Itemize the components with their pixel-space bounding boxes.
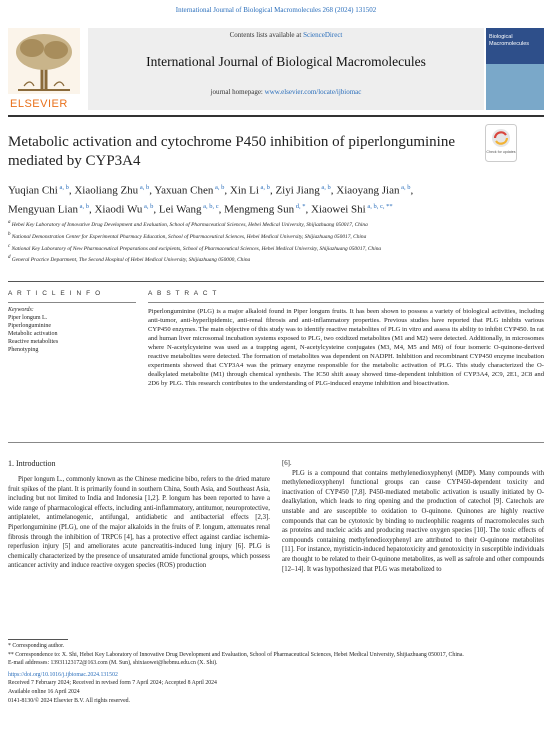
author-affiliation-marker[interactable]: a, b xyxy=(57,184,69,191)
author-name[interactable]: Xiaoliang Zhu xyxy=(74,184,139,197)
intro-paragraph-1: Piper longum L., commonly known as the Chinese medicine bibo, refers to the dried mature fruit spikes of the plant. It is primarily found in southern China, South Asia, and Southeast Asia, including but not limited to India and Indonesia [1,2]. P. longum has been reported to have a wide range of pharmacological effects, including anti-inflammatory, antitumor, neuroprotective, antiplatelet, antimelanogenic, antifungal, antidiabetic and antibacterial effects [2,3]. Piperlonguminine (PLG), one of the major alkaloids in the fruits of P. longum, attenuates renal fibrosis through the inhibition of TRPC6 [4], has a protective effect against cardiac ischemia-reperfusion injury [5] and ameliorates acute pancreatitis-induced lung injury [6]. PLG is chemically characterized by the presence of unsaturated amide functional groups, which possess anticancer activity and induce reactive oxygen species (ROS) production xyxy=(8,476,270,570)
affiliation-item xyxy=(8,230,538,242)
intro-continuation: [6]. xyxy=(282,460,292,467)
abstract-heading: A B S T R A C T xyxy=(148,290,218,297)
affiliation-divider xyxy=(8,281,544,282)
affiliations xyxy=(8,218,538,265)
footnote-emails[interactable]: E-mail addresses: 13931123172@163.com (M. Sun), shixiaowei@hebmu.edu.cn (X. Shi). xyxy=(8,660,218,667)
author-affiliation-marker[interactable]: a, b xyxy=(138,184,150,191)
homepage-prefix: journal homepage: xyxy=(210,88,265,96)
elsevier-logo[interactable] xyxy=(8,28,80,110)
author-line-1: Yuqian Chi $^{a, b}$, Xiaoliang Zhu $^{a, b}$, Yaxuan Chen $^{a, b}$, Xin Li $^{a, b}$, Ziyi Jiang $^{a, b}$, Xiaoyang Jian $^{a, b}$, xyxy=(8,184,414,197)
elsevier-wordmark: ELSEVIER xyxy=(10,98,68,110)
abstract-rule xyxy=(148,302,544,303)
article-info-rule xyxy=(8,302,136,303)
affiliation-marker: d xyxy=(8,255,12,261)
cover-title: Biological Macromolecules xyxy=(489,34,530,47)
author-affiliation-marker[interactable]: a, b xyxy=(258,184,270,191)
author-affiliation-marker[interactable]: d, * xyxy=(294,202,306,210)
abstract-bottom-rule xyxy=(8,442,544,443)
affiliation-marker: a xyxy=(8,220,12,225)
author-affiliation-marker[interactable]: a, b xyxy=(319,184,331,191)
keyword-item: Piper longum L. xyxy=(8,315,48,321)
author-name[interactable]: Xin Li xyxy=(229,184,259,197)
author-name[interactable]: Yuqian Chi xyxy=(8,184,58,197)
intro-paragraph-2: PLG is a compound that contains methylenedioxyphenyl (MDP). Many compounds with methylenedioxyphenyl functional groups can cause CYP450-dependent toxicity and inactivation of CYP450 [7,8]. P450-mediated metabolic activation is usually initiated by O-dealkylation, which leads to ring opening and the production of catechol [9]. Catechols are unstable and are susceptible to oxidation to O-quinone. Quinones are highly reactive compounds that can be cytotoxic by binding to nucleophilic reagents of macromolecules such as proteins and nucleic acids and producing reactive oxygen species [10]. The toxic effects of compounds containing methylenedioxyphenyl are attributed to their O-quinone metabolites [11]. For instance, myristicin-induced hepatotoxicity and genotoxicity in susceptible individuals are thought to be related to their O-quinone metabolites, as well as safrole and other compounds [12–14]. It was hypothesized that PLG was metabolized to xyxy=(282,469,544,573)
author-affiliation-marker[interactable]: a, b, c xyxy=(201,202,219,210)
article-info-heading: A R T I C L E I N F O xyxy=(8,290,102,297)
homepage-line xyxy=(88,88,484,96)
affiliation-item xyxy=(8,218,538,230)
affiliation-text: Hebei Key Laboratory of Innovative Drug Development and Evaluation, School of Pharmaceutical Sciences, Hebei Medical University, Shijiazhuang 050017, China xyxy=(11,221,368,228)
contents-line xyxy=(88,31,484,39)
article-title: Metabolic activation and cytochrome P450 inhibition of piperlonguminine mediated by CYP3A4 xyxy=(8,134,455,169)
footnote-correspondence: ** Correspondence to: X. Shi, Hebei Key Laboratory of Innovative Drug Development and Evaluation, School of Pharmaceutical Sciences, Hebei Medical University, Shijiazhuang 050017, China. xyxy=(8,651,464,658)
affiliation-text: National Key Laboratory of New Pharmaceutical Preparations and excipients, School of Pharmaceutical Sciences, Hebei Medical University, Shijiazhuang 050017, China xyxy=(11,245,382,252)
contents-prefix: Contents lists available at xyxy=(229,31,304,39)
affiliation-item xyxy=(8,253,538,265)
journal-name: International Journal of Biological Macromolecules xyxy=(146,54,426,69)
author-affiliation-marker[interactable]: a, b xyxy=(213,184,225,191)
author-affiliation-marker[interactable]: a, b, c, ** xyxy=(365,202,393,210)
author-name[interactable]: Yaxuan Chen xyxy=(154,184,214,197)
author-name[interactable]: Xiaoyang Jian xyxy=(336,184,400,197)
journal-cover-thumbnail[interactable] xyxy=(486,28,544,110)
keyword-item: Reactive metabolites xyxy=(8,339,59,345)
copyright: 0141-8130/© 2024 Elsevier B.V. All rights reserved. xyxy=(8,697,130,704)
footnote-corresponding: * Corresponding author. xyxy=(8,643,65,649)
keywords-list xyxy=(8,314,58,354)
author-name[interactable]: Xiaowei Shi xyxy=(311,203,366,216)
author-name[interactable]: Mengmeng Sun xyxy=(224,203,295,216)
author-name[interactable]: Mengyuan Lian xyxy=(8,203,78,216)
affiliation-text: National Demonstration Center for Experimental Pharmacy Education, School of Pharmaceutical Sciences, Hebei Medical University, Shijiazhuang 050017, China xyxy=(11,233,367,240)
intro-right-column xyxy=(282,459,544,574)
author-name[interactable]: Ziyi Jiang xyxy=(275,184,320,197)
author-name[interactable]: Xiaodi Wu xyxy=(94,203,143,216)
author-affiliation-marker[interactable]: a, b xyxy=(77,202,89,210)
top-citation[interactable]: International Journal of Biological Macromolecules 268 (2024) 131502 xyxy=(175,6,377,14)
author-line-2: Mengyuan Lian $^{a, b}$, Xiaodi Wu $^{a, b}$, Lei Wang $^{a, b, c}$, Mengmeng Sun $^{d, *}$, Xiaowei Shi $^{a, b, c, **}$ xyxy=(8,202,393,216)
keyword-item: Piperlonguminine xyxy=(8,323,51,329)
footnote-rule xyxy=(8,639,68,640)
available-online: Available online 16 April 2024 xyxy=(8,688,80,695)
check-updates-label: Check for updates xyxy=(486,150,516,154)
doi-link[interactable]: https://doi.org/10.1016/j.ijbiomac.2024.131502 xyxy=(8,671,118,678)
affiliation-marker: c xyxy=(8,243,12,249)
footnotes xyxy=(8,642,544,705)
introduction-heading: 1. Introduction xyxy=(8,459,56,468)
received-dates: Received 7 February 2024; Received in revised form 7 April 2024; Accepted 8 April 2024 xyxy=(8,680,217,687)
journal-masthead xyxy=(8,20,544,110)
elsevier-tree-icon xyxy=(8,28,80,94)
abstract-text: Piperlonguminine (PLG) is a major alkaloid found in Piper longum fruits. It has been shown to possess a variety of biological activities, including anti-tumor, anti-hyperlipidemic, anti-renal fibrosis and anti-inflammatory properties. Previous studies have reported that PLG inhibits various CYP450 enzymes. The main objective of this study was to identify reactive metabolites of PLG in vitro and assess its ability to inhibit CYP450. In rat and human liver microsomal incubation systems exposed to PLG, two oxidized metabolites (M1 and M2) were detected. Additionally, in microsomes where N-acetylcysteine was used as a trapping agent, N-acetylcysteine conjugates (M3, M4, M5 and M6) of four isomeric O-quinone-derived reactive metabolites were detected. The formation of metabolites was dependent on NADPH. Inhibition and recombinant CYP450 enzyme incubation experiments showed that CYP3A4 was the primary enzyme responsible for the metabolic activation of PLG. This study characterized the O-dealkylated metabolite (M1) through chemical synthesis. The IC50 shift assay showed time-dependent inhibition of CYP3A4, 2C9, 2E1, 2C8 and 2D6 by PLG. This research contributes to the understanding of PLG-induced enzyme inhibition and bioactivation. xyxy=(148,308,544,387)
check-for-updates-badge[interactable] xyxy=(485,124,517,162)
author-affiliation-marker[interactable]: a, b xyxy=(399,184,411,191)
affiliation-marker: b xyxy=(8,231,12,237)
journal-info-box xyxy=(88,28,484,110)
author-list xyxy=(8,180,538,217)
check-updates-icon xyxy=(485,124,517,162)
author-affiliation-marker[interactable]: a, b xyxy=(142,202,154,210)
keyword-item: Metabolic activation xyxy=(8,331,58,337)
affiliation-item xyxy=(8,242,538,254)
homepage-link[interactable]: www.elsevier.com/locate/ijbiomac xyxy=(264,88,362,96)
sciencedirect-link[interactable]: ScienceDirect xyxy=(303,31,343,39)
cover-image-band xyxy=(486,64,544,110)
author-name[interactable]: Lei Wang xyxy=(158,203,202,216)
affiliation-text: General Practice Department, The Second Hospital of Hebei Medical University, Shijiazhuang 050000, China xyxy=(11,257,251,264)
keywords-heading: Keywords: xyxy=(8,307,34,313)
intro-left-column xyxy=(8,475,270,571)
header-divider xyxy=(8,115,544,117)
keyword-item: Phenotyping xyxy=(8,347,39,353)
